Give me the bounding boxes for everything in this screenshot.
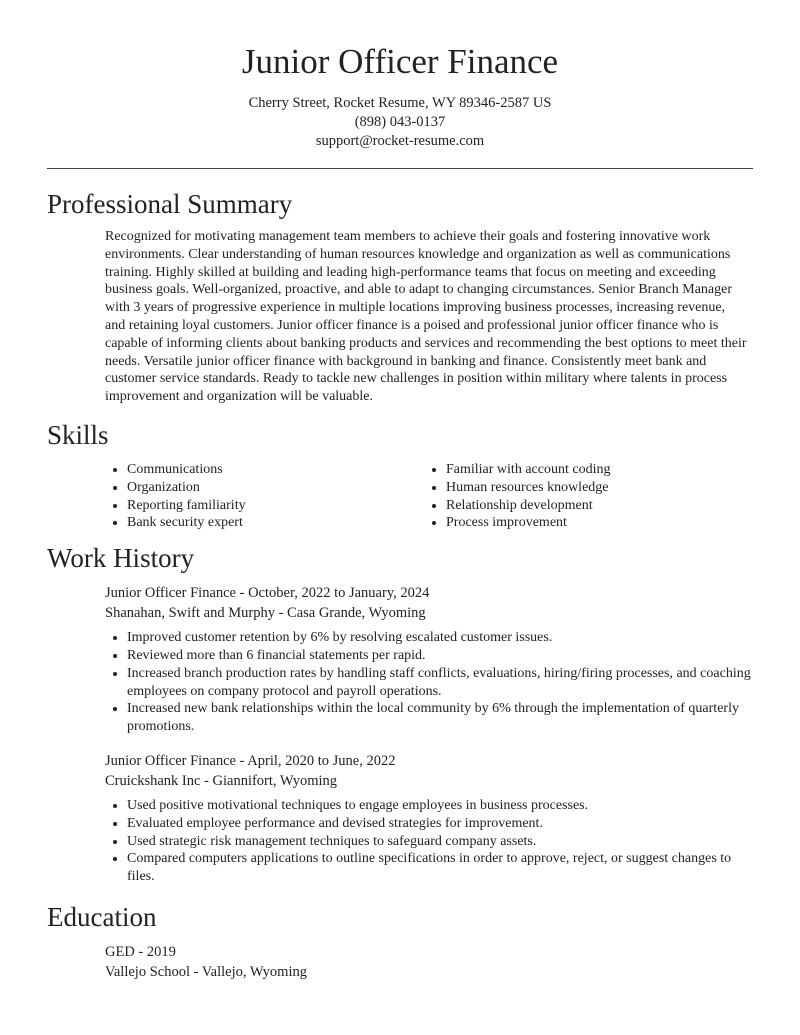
header-divider xyxy=(47,168,753,169)
job-bullet: • Increased branch production rates by handling staff conflicts, evaluations, hiring/firing processes, and coaching employees on company protocol and payroll operations. xyxy=(127,665,760,701)
candidate-name: Junior Officer Finance xyxy=(241,42,559,81)
education-degree: GED - 2019 xyxy=(105,943,176,960)
job-company: Cruickshank Inc - Giannifort, Wyoming xyxy=(105,772,338,789)
job-entry xyxy=(0,751,800,886)
education-entry xyxy=(0,942,800,982)
skill-item: • Bank security expert xyxy=(127,514,424,532)
job-bullet: • Compared computers applications to outline specifications in order to approve, reject, or suggest changes to files. xyxy=(127,850,760,886)
section-heading-education: Education xyxy=(47,901,157,932)
address: Cherry Street, Rocket Resume, WY 89346-2587 US xyxy=(248,95,552,111)
job-bullets xyxy=(105,797,760,886)
section-heading-work-history: Work History xyxy=(47,543,195,574)
job-company: Shanahan, Swift and Murphy - Casa Grande, Wyoming xyxy=(105,605,426,622)
section-heading-summary: Professional Summary xyxy=(47,189,293,219)
skill-item: • Familiar with account coding xyxy=(446,461,743,479)
summary-text: Recognized for motivating management team members to achieve their goals and fostering innovative work environments. Clear understanding of human resources knowledge and organization as well as communications training. Highly skilled at building and leading high-performance teams that focus on meeting and exceeding business goals. Well-organized, proactive, and able to adapt to changing circumstances. Senior Branch Manager with 3 years of progressive experience in multiple locations improving business processes, increasing revenue, and retaining loyal customers. Junior officer finance is a poised and professional junior officer finance who is capable of informing clients about banking products and services and recommending the best options to meet their needs. Versatile junior officer finance with background in banking and finance. Consistently meet bank and customer service standards. Ready to tackle new challenges in position within military where talents in process improvement and organization will be valuable. xyxy=(105,229,747,405)
job-bullet: • Used strategic risk management techniques to safeguard company assets. xyxy=(127,833,760,851)
skills-column-left xyxy=(105,461,424,532)
skills-list xyxy=(0,461,800,532)
job-entry xyxy=(0,583,800,736)
job-bullet: • Reviewed more than 6 financial statements per rapid. xyxy=(127,647,760,665)
resume-header xyxy=(0,0,800,151)
job-title: Junior Officer Finance - October, 2022 to January, 2024 xyxy=(105,585,430,602)
job-title: Junior Officer Finance - April, 2020 to June, 2022 xyxy=(105,752,396,769)
skill-item: • Organization xyxy=(127,479,424,497)
section-heading-skills: Skills xyxy=(47,419,109,450)
phone: (898) 043-0137 xyxy=(354,114,446,130)
skill-item: • Process improvement xyxy=(446,514,743,532)
job-bullets xyxy=(105,629,760,736)
job-bullet: • Evaluated employee performance and devised strategies for improvement. xyxy=(127,815,760,833)
skills-column-right xyxy=(424,461,743,532)
skill-item: • Relationship development xyxy=(446,497,743,515)
email: support@rocket-resume.com xyxy=(315,133,485,149)
job-bullet: • Used positive motivational techniques to engage employees in business processes. xyxy=(127,797,760,815)
education-school: Vallejo School - Vallejo, Wyoming xyxy=(105,963,307,980)
job-bullet: • Improved customer retention by 6% by resolving escalated customer issues. xyxy=(127,629,760,647)
skill-item: • Reporting familiarity xyxy=(127,497,424,515)
skill-item: • Human resources knowledge xyxy=(446,479,743,497)
skill-item: • Communications xyxy=(127,461,424,479)
job-bullet: • Increased new bank relationships within the local community by 6% through the implementation of quarterly promotions. xyxy=(127,700,760,736)
